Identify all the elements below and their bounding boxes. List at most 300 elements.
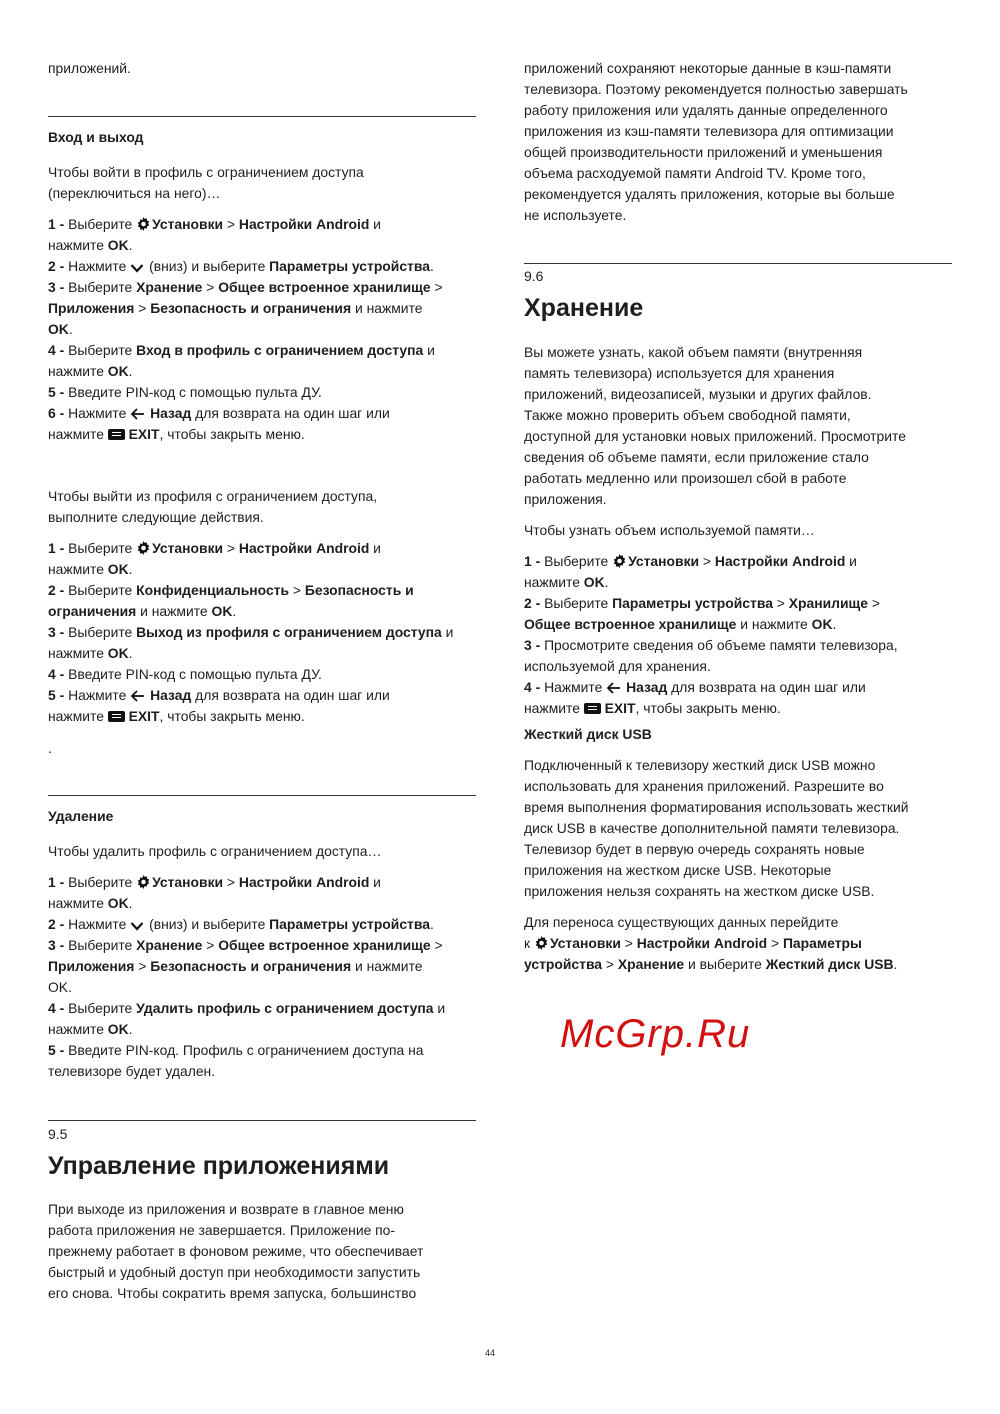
text-line — [48, 235, 478, 256]
text: и нажмите — [351, 958, 423, 974]
bold-text: Установки — [628, 553, 700, 569]
text: и выберите — [684, 956, 766, 972]
bold-text: 5 - — [48, 687, 65, 703]
text-line — [48, 872, 478, 893]
text-line — [48, 956, 478, 977]
text-line — [524, 292, 954, 324]
text: и — [369, 540, 381, 556]
text: Введите PIN-код. Профиль с ограничением доступа на — [64, 1042, 424, 1058]
text-line — [524, 184, 954, 205]
text: использовать для хранения приложений. Разрешите во — [524, 778, 884, 794]
text-line — [48, 601, 478, 622]
bold-text: 3 - — [48, 279, 65, 295]
text: нажмите — [48, 645, 108, 661]
text: и — [433, 1000, 446, 1016]
text: > — [223, 216, 239, 232]
bold-text: Удаление — [48, 808, 114, 824]
text-line — [48, 1241, 478, 1262]
gear-icon — [534, 935, 549, 956]
bold-text: 4 - — [48, 1000, 65, 1016]
text: приложений сохраняют некоторые данные в кэш-памяти — [524, 60, 892, 76]
text-line — [524, 205, 954, 226]
text: Выберите — [64, 279, 137, 295]
text: телевизора. Поэтому рекомендуется полностью завершать — [524, 81, 908, 97]
text-line — [48, 1283, 478, 1304]
steps-list — [48, 214, 478, 445]
text: , чтобы закрыть меню. — [159, 426, 305, 442]
section-divider — [48, 116, 476, 117]
bold-text: 2 - — [48, 582, 65, 598]
text: и — [369, 216, 381, 232]
text: > — [430, 937, 443, 953]
text-line — [48, 914, 478, 935]
text: При выходе из приложения и возврате в главное меню — [48, 1201, 404, 1217]
text: . — [232, 603, 237, 619]
bold-text: Конфиденциальность — [136, 582, 290, 598]
bold-text: OK — [107, 1021, 129, 1037]
bold-text: Общее встроенное хранилище — [524, 616, 737, 632]
text: работать медленно или произошел сбой в работе — [524, 470, 847, 486]
bold-text: 4 - — [524, 679, 541, 695]
text-line — [48, 664, 478, 685]
page-number: 44 — [484, 1348, 495, 1358]
paragraph-continuation — [48, 58, 478, 79]
bold-text: Назад — [150, 405, 192, 421]
text-line — [524, 593, 954, 614]
text-line — [524, 405, 954, 426]
text: 9.5 — [48, 1126, 68, 1142]
text: OK. — [48, 979, 72, 995]
bold-text: 4 - — [48, 342, 65, 358]
text: > — [772, 595, 789, 611]
bold-text: Хранилище — [788, 595, 868, 611]
text: Выберите — [540, 595, 613, 611]
text: приложений. — [48, 60, 131, 76]
bold-text: 3 - — [48, 937, 65, 953]
text-line — [48, 893, 478, 914]
text: Просмотрите сведения об объеме памяти телевизора, — [540, 637, 898, 653]
text-line — [524, 342, 954, 363]
text: его снова. Чтобы сократить время запуска, большинство — [48, 1285, 417, 1301]
bold-text: Установки — [152, 874, 224, 890]
bold-text: OK — [107, 237, 129, 253]
section-divider — [48, 795, 476, 796]
text-line — [524, 121, 954, 142]
text: Выберите — [64, 1000, 137, 1016]
text: Подключенный к телевизору жесткий диск USB можно — [524, 757, 876, 773]
text: и нажмите — [736, 616, 812, 632]
text: Выберите — [64, 937, 137, 953]
text: и — [423, 342, 435, 358]
text-line — [524, 79, 954, 100]
text: работа приложения не завершается. Приложение по- — [48, 1222, 396, 1238]
bold-text: Настройки Android — [636, 935, 768, 951]
text: > — [620, 935, 637, 951]
text: > — [202, 279, 219, 295]
text-line — [48, 685, 478, 706]
gear-icon — [136, 874, 151, 895]
text: и — [845, 553, 857, 569]
text: быстрый и удобный доступ при необходимости запустить — [48, 1264, 421, 1280]
text: Выберите — [64, 540, 137, 556]
text-line — [48, 127, 478, 148]
text: для возврата на один шаг или — [191, 405, 390, 421]
bold-text: Параметры устройства — [612, 595, 773, 611]
bold-text: EXIT — [604, 700, 636, 716]
text-line — [48, 1061, 478, 1082]
paragraph — [524, 912, 954, 975]
text: Нажмите — [540, 679, 607, 695]
text: Нажмите — [64, 916, 131, 932]
back-arrow-icon — [130, 405, 145, 426]
tv-icon — [584, 703, 601, 714]
text: память телевизора) используется для хранения — [524, 365, 835, 381]
text-line — [48, 361, 478, 382]
paragraph — [524, 755, 954, 902]
gear-icon — [136, 540, 151, 561]
text: нажмите — [48, 1021, 108, 1037]
text: рекомендуется удалять приложения, которые вы больше — [524, 186, 895, 202]
text-line — [524, 58, 954, 79]
text-line — [524, 677, 954, 698]
text-line — [524, 933, 954, 954]
bold-text: Вход и выход — [48, 129, 144, 145]
section-heading — [48, 1150, 478, 1182]
text: работу приложения или удалять данные определенного — [524, 102, 888, 118]
text: > — [430, 279, 443, 295]
text-line — [48, 1019, 478, 1040]
bold-text: Хранение — [136, 279, 203, 295]
text-line — [524, 881, 954, 902]
text: Выберите — [64, 582, 137, 598]
text-line — [524, 266, 954, 287]
paragraph — [524, 520, 954, 541]
bold-text: Установки — [549, 935, 621, 951]
section-divider — [48, 1120, 476, 1121]
text: нажмите — [48, 363, 108, 379]
text-line — [524, 860, 954, 881]
subheading-login-logout — [48, 127, 478, 148]
text: Чтобы выйти из профиля с ограничением доступа, — [48, 488, 378, 504]
text-line — [48, 580, 478, 601]
text: Выберите — [64, 874, 137, 890]
text-line — [524, 468, 954, 489]
section-number — [524, 266, 954, 287]
text: , чтобы закрыть меню. — [635, 700, 781, 716]
bold-text: Настройки Android — [238, 874, 370, 890]
subheading-delete — [48, 806, 478, 827]
text-line — [48, 382, 478, 403]
text: > — [134, 300, 151, 316]
bold-text: Жесткий диск USB — [524, 726, 652, 742]
text-line — [48, 319, 478, 340]
text-line — [524, 520, 954, 541]
text: приложений, видеозаписей, музыки и других файлов. — [524, 386, 872, 402]
text-line — [48, 559, 478, 580]
text-line — [48, 1199, 478, 1220]
text-line — [48, 1220, 478, 1241]
text: Чтобы войти в профиль с ограничением доступа — [48, 164, 364, 180]
text-line — [48, 403, 478, 424]
text: Хранение — [524, 294, 644, 322]
text-line — [524, 797, 954, 818]
text-line — [524, 572, 954, 593]
bold-text: 1 - — [48, 874, 65, 890]
text: Нажмите — [64, 405, 131, 421]
text: и — [441, 624, 454, 640]
text: . — [128, 561, 133, 577]
text-line — [48, 538, 478, 559]
text: объема расходуемой памяти Android TV. Кроме того, — [524, 165, 866, 181]
gear-icon — [612, 553, 627, 574]
text: Также можно проверить объем свободной памяти, — [524, 407, 851, 423]
text: нажмите — [524, 574, 584, 590]
bold-text: Назад — [150, 687, 192, 703]
bold-text: Удалить профиль с ограничением доступа — [136, 1000, 434, 1016]
text: . — [48, 740, 52, 756]
text: . — [429, 916, 434, 932]
text-line — [48, 706, 478, 727]
text: прежнему работает в фоновом режиме, что обеспечивает — [48, 1243, 424, 1259]
bold-text: Настройки Android — [238, 216, 370, 232]
tv-icon — [108, 711, 125, 722]
text-line — [48, 298, 478, 319]
text-line — [524, 363, 954, 384]
gear-icon — [136, 216, 151, 237]
text-line — [524, 100, 954, 121]
text: нажмите — [48, 426, 108, 442]
text: для возврата на один шаг или — [667, 679, 866, 695]
paragraph — [48, 486, 478, 528]
bold-text: Параметры — [782, 935, 862, 951]
text: Телевизор будет в первую очередь сохранять новые — [524, 841, 865, 857]
text: . — [604, 574, 609, 590]
paragraph — [524, 58, 954, 226]
text: для возврата на один шаг или — [191, 687, 390, 703]
bold-text: OK — [583, 574, 605, 590]
bold-text: Жесткий диск USB — [765, 956, 894, 972]
text-line — [48, 183, 478, 204]
bold-text: 3 - — [48, 624, 65, 640]
steps-list — [48, 538, 478, 727]
text: > — [134, 958, 151, 974]
text: нажмите — [48, 895, 108, 911]
bold-text: устройства — [524, 956, 603, 972]
text: нажмите — [48, 561, 108, 577]
bold-text: ограничения — [48, 603, 137, 619]
bold-text: 1 - — [48, 216, 65, 232]
text-line — [524, 426, 954, 447]
bold-text: Приложения — [48, 300, 135, 316]
text-line — [48, 507, 478, 528]
bold-text: OK — [107, 895, 129, 911]
text-line — [524, 776, 954, 797]
bold-text: Безопасность и ограничения — [150, 300, 352, 316]
text: 9.6 — [524, 268, 544, 284]
text-line — [524, 551, 954, 572]
text: Вы можете узнать, какой объем памяти (внутренняя — [524, 344, 863, 360]
text: и нажмите — [136, 603, 212, 619]
section-number — [48, 1124, 478, 1145]
bold-text: Параметры устройства — [269, 916, 430, 932]
bold-text: Безопасность и — [304, 582, 414, 598]
bold-text: 6 - — [48, 405, 65, 421]
text-line — [48, 738, 478, 759]
bold-text: 3 - — [524, 637, 541, 653]
bold-text: Приложения — [48, 958, 135, 974]
text: > — [223, 874, 239, 890]
bold-text: Безопасность и ограничения — [150, 958, 352, 974]
paragraph — [524, 342, 954, 510]
bold-text: Установки — [152, 540, 224, 556]
text-line — [48, 58, 478, 79]
text-line — [524, 447, 954, 468]
text-line — [48, 998, 478, 1019]
text-line — [524, 384, 954, 405]
text-line — [524, 142, 954, 163]
text: время выполнения форматирования использовать жесткий — [524, 799, 909, 815]
text: > — [223, 540, 239, 556]
bold-text: Настройки Android — [238, 540, 370, 556]
text: выполните следующие действия. — [48, 509, 264, 525]
bold-text: 5 - — [48, 384, 65, 400]
text-line — [48, 486, 478, 507]
bold-text: 5 - — [48, 1042, 65, 1058]
text-line — [524, 163, 954, 184]
section-heading — [524, 292, 954, 324]
paragraph — [48, 1199, 478, 1304]
bold-text: Общее встроенное хранилище — [218, 937, 431, 953]
back-arrow-icon — [130, 687, 145, 708]
text: нажмите — [524, 700, 584, 716]
text-line — [524, 839, 954, 860]
text-line — [48, 806, 478, 827]
paragraph — [48, 162, 478, 204]
bold-text: Выход из профиля с ограничением доступа — [136, 624, 442, 640]
text: нажмите — [48, 237, 108, 253]
bold-text: OK — [811, 616, 833, 632]
text-line — [48, 841, 478, 862]
text-line — [524, 698, 954, 719]
text: Чтобы удалить профиль с ограничением доступа… — [48, 843, 382, 859]
paragraph — [48, 738, 478, 759]
text-line — [48, 1040, 478, 1061]
text: Выберите — [64, 342, 137, 358]
bold-text: 1 - — [524, 553, 541, 569]
text-line — [524, 912, 954, 933]
text: телевизоре будет удален. — [48, 1063, 216, 1079]
bold-text: Установки — [152, 216, 224, 232]
text-line — [524, 818, 954, 839]
paragraph — [48, 841, 478, 862]
bold-text: Параметры устройства — [269, 258, 430, 274]
text: . — [128, 363, 133, 379]
text: Нажмите — [64, 687, 131, 703]
text-line — [48, 162, 478, 183]
tv-icon — [108, 429, 125, 440]
text: . — [128, 1021, 133, 1037]
text: Выберите — [64, 624, 137, 640]
text: > — [289, 582, 305, 598]
bold-text: OK — [48, 321, 69, 337]
watermark: McGrp.Ru — [560, 1012, 751, 1056]
bold-text: Вход в профиль с ограничением доступа — [136, 342, 424, 358]
bold-text: 1 - — [48, 540, 65, 556]
text-line — [524, 656, 954, 677]
text: Введите PIN-код с помощью пульта ДУ. — [64, 384, 322, 400]
text-line — [524, 954, 954, 975]
text-line — [48, 424, 478, 445]
text: доступной для установки новых приложений. Просмотрите — [524, 428, 906, 444]
text: Выберите — [540, 553, 613, 569]
text: . — [128, 645, 133, 661]
bold-text: 2 - — [524, 595, 541, 611]
text-line — [48, 622, 478, 643]
text-line — [524, 614, 954, 635]
text-line — [48, 1262, 478, 1283]
bold-text: Назад — [626, 679, 668, 695]
text-line — [524, 635, 954, 656]
text-line — [48, 1124, 478, 1145]
text: > — [699, 553, 715, 569]
text: используемой для хранения. — [524, 658, 711, 674]
text-line — [48, 977, 478, 998]
text-line — [48, 277, 478, 298]
text: (переключиться на него)… — [48, 185, 221, 201]
text: приложения. — [524, 491, 607, 507]
text-line — [48, 1150, 478, 1182]
steps-list — [48, 872, 478, 1082]
text-line — [48, 935, 478, 956]
text: > — [602, 956, 618, 972]
text: . — [893, 956, 898, 972]
text-line — [48, 643, 478, 664]
text-line — [524, 755, 954, 776]
bold-text: Настройки Android — [714, 553, 846, 569]
text: . — [128, 895, 133, 911]
text: приложения на жестком диске USB. Некоторые — [524, 862, 832, 878]
text: > — [767, 935, 783, 951]
text: и нажмите — [351, 300, 423, 316]
text: > — [202, 937, 219, 953]
text: общей производительности приложений и уменьшения — [524, 144, 883, 160]
bold-text: OK — [107, 561, 129, 577]
bold-text: EXIT — [128, 708, 160, 724]
text: Чтобы узнать объем используемой памяти… — [524, 522, 815, 538]
text: диск USB в качестве дополнительной памяти телевизора. — [524, 820, 900, 836]
bold-text: 4 - — [48, 666, 65, 682]
back-arrow-icon — [606, 679, 621, 700]
text: приложения нельзя сохранять на жестком диске USB. — [524, 883, 875, 899]
text: к — [524, 935, 534, 951]
text: приложения из кэш-памяти телевизора для оптимизации — [524, 123, 894, 139]
text-line — [524, 724, 954, 745]
text: (вниз) и выберите — [145, 916, 270, 932]
bold-text: 2 - — [48, 258, 65, 274]
text-line — [48, 256, 478, 277]
bold-text: EXIT — [128, 426, 160, 442]
text-line — [48, 214, 478, 235]
text-line — [48, 340, 478, 361]
text: Введите PIN-код с помощью пульта ДУ. — [64, 666, 322, 682]
bold-text: OK — [107, 363, 129, 379]
text: не используете. — [524, 207, 627, 223]
steps-list — [524, 551, 954, 719]
text: (вниз) и выберите — [145, 258, 270, 274]
text: и — [369, 874, 381, 890]
text: > — [867, 595, 880, 611]
text: Управление приложениями — [48, 1152, 390, 1180]
